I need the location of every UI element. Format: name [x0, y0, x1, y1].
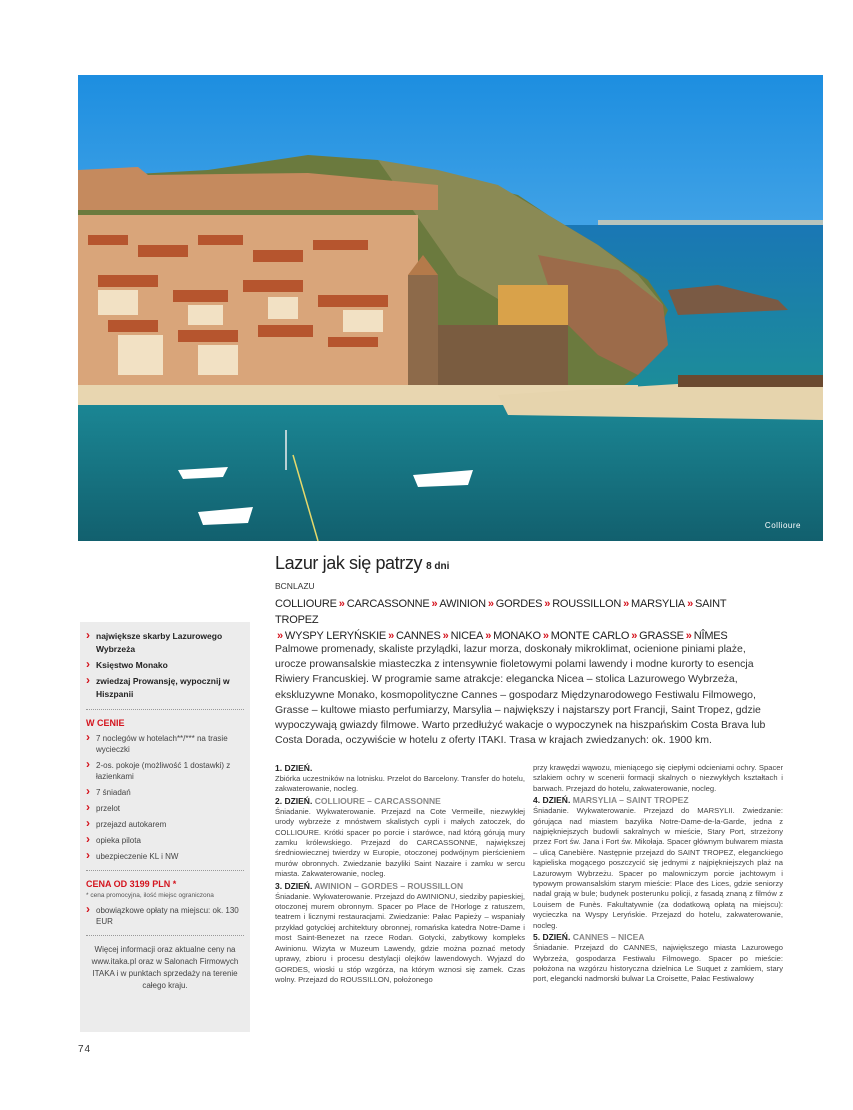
route-stop: NÎMES — [693, 630, 728, 642]
day-2 — [275, 796, 525, 880]
tour-intro: Palmowe promenady, skaliste przylądki, lazur morza, doskonały mikroklimat, ocienione piniami plaże, urocze prowansalskie miasteczka z intensywnie fioletowymi polami lawendy i modne kurorty to esencja Riwiery Francuskiej. W programie same atrakcje: elegancka Nicea – stolica Lazurowego Wybrzeża, ekskluzywne Monako, kosmopolityczne Cannes – gospodarz Międzynarodowego Festiwalu Filmowego, Grasse – kultowe miasto perfumiarzy, Marsylia – największy i najstarszy port Francji, Saint Tropez, gdzie wypoczywają gwiazdy filmowe. Warto przedłużyć wakacje o wypoczynek na hiszpańskim Costa Brava lub Costa Dorada, oczywiście w hotelu z oferty ITAKI. Trasa w krajach zwiedzanych: ok. 1900 km. — [275, 643, 766, 747]
route-separator: » — [431, 598, 438, 610]
highlight-item: › największe skarby Lazurowego Wybrzeża — [86, 630, 244, 656]
day-5 — [533, 932, 783, 985]
day-1-text: Zbiórka uczestników na lotnisku. Przelot do Barcelony. Transfer do hotelu, zakwaterowanie, nocleg. — [275, 774, 525, 794]
included-item: › przejazd autokarem — [86, 819, 244, 830]
route-stop: COLLIOURE — [275, 598, 337, 610]
tour-title-row — [275, 553, 449, 574]
program-column-1 — [275, 763, 525, 986]
route-separator: » — [277, 630, 283, 642]
day-3-destinations: AWINION – GORDES – ROUSSILLON — [314, 880, 464, 891]
route-separator: » — [388, 630, 394, 642]
more-info-text: Więcej informacji oraz aktualne ceny na www.itaka.pl oraz w Salonach Firmowych ITAKA i w punktach sprzedaży na terenie całego kraju. — [91, 945, 239, 990]
day-3-continued — [533, 763, 783, 794]
program-column-2 — [533, 763, 783, 986]
route-separator: » — [442, 630, 449, 642]
route-stop: GRASSE — [639, 630, 684, 642]
divider — [86, 935, 244, 936]
route-separator: » — [685, 630, 692, 642]
included-item: › 7 noclegów w hotelach**/*** na trasie wycieczki — [86, 733, 244, 755]
day-3-text: Śniadanie. Wykwaterowanie. Przejazd do AWINIONU, siedziby papieskiej, otoczonej murem obronnym. Spacer po Place de l'Horloge z ratuszem, teatrem i licznymi restauracjami. Zwiedzanie: Pałac Papieży – wspaniały przykład gotyckiej architektury obronnej, romańska katedra Notre-Dame i most Saint-Benezet na rzece Rodan. Gotycki, zabytkowy kompleks Awinionu. Wizyta w Muzeum Lawendy, gdzie można poznać metody uprawy, zbioru i procesu destylacji olejków lawendowych. Wyjazd do GORDES, wioski u stóp wzgórza, na którym wznosi się zamek. Czas wolny. Przejazd do ROUSSILLON, położonego — [275, 891, 525, 984]
route-separator: » — [623, 598, 630, 610]
included-item: › 7 śniadań — [86, 787, 244, 798]
day-3-heading: 3. DZIEŃ. — [275, 880, 313, 891]
day-3-text-continued: przy krawędzi wąwozu, mieniącego się ciepłymi odcieniami ochry. Spacer szlakiem ochry w scenerii formacji skalnych o niezwykłych kształtach i barwach. Przejazd do hotelu, zakwaterowanie, nocleg. — [533, 763, 783, 793]
route-stop: WYSPY LERYŃSKIE — [284, 630, 387, 642]
tour-title: Lazur jak się patrzy — [275, 553, 423, 573]
route-separator: » — [487, 598, 494, 610]
highlights-list — [86, 630, 244, 701]
route-stop: CARCASSONNE — [346, 598, 430, 610]
tour-code: BCNLAZU — [275, 581, 315, 591]
day-2-text: Śniadanie. Wykwaterowanie. Przejazd na Cote Vermeille, niezwykłej urody wybrzeże z mnóstwem skalistych cypli i małych zatoczek, do COLLIOURE. Krótki spacer po porcie i starówce, nad którą górują mury zamku królewskiego. Przejazd do CARCASSONNE, największej średniowiecznej twierdzy w Europie, otoczonej podwójnym pierścieniem murów obronnych. Zwiedzanie bazyliki Saint Nazaire i zamku w sercu miasta. Zakwaterowanie, nocleg. — [275, 806, 525, 879]
route-stop: GORDES — [495, 598, 543, 610]
extra-costs-item: › obowiązkowe opłaty na miejscu: ok. 130 EUR — [86, 905, 244, 927]
day-5-destinations: CANNES – NICEA — [572, 932, 645, 943]
day-2-heading: 2. DZIEŃ. — [275, 795, 313, 806]
route-stop: MONTE CARLO — [550, 630, 630, 642]
day-1 — [275, 763, 525, 795]
route-separator: » — [338, 598, 345, 610]
route-stop: MONAKO — [493, 630, 541, 642]
extra-costs-list — [86, 905, 244, 927]
route-stop: ROUSSILLON — [552, 598, 622, 610]
divider — [86, 709, 244, 710]
included-item: › przelot — [86, 803, 244, 814]
route-separator: » — [485, 630, 492, 642]
price-note: * cena promocyjna, ilość miejsc ograniczona — [86, 892, 214, 899]
route-stop: NICEA — [450, 630, 484, 642]
day-1-heading: 1. DZIEŃ. — [275, 763, 313, 773]
route-separator: » — [631, 630, 638, 642]
route-separator: » — [542, 630, 549, 642]
day-5-text: Śniadanie. Przejazd do CANNES, największego miasta Lazurowego Wybrzeża, gospodarza Festiwalu Filmowego. Spacer po mieście: położona na wzgórzu historyczna dzielnica Le Suquet z zamkiem, stary port, elegancki nadmorski bulwar La Croisette, Pałac Festiwalowy — [533, 943, 783, 984]
route-stop: CANNES — [395, 630, 441, 642]
day-3 — [275, 881, 525, 986]
route-separator: » — [687, 598, 693, 610]
included-item: › ubezpieczenie KL i NW — [86, 851, 244, 862]
route-stop: MARSYLIA — [631, 598, 686, 610]
highlight-item: › Księstwo Monako — [86, 659, 244, 672]
included-item: › 2-os. pokoje (możliwość 1 dostawki) z łazienkami — [86, 760, 244, 782]
day-4 — [533, 795, 783, 931]
day-4-heading: 4. DZIEŃ. — [533, 795, 571, 806]
day-4-text: Śniadanie. Wykwaterowanie. Przejazd do MARSYLII. Zwiedzanie: górująca nad miastem bazylika Notre-Dame-de-la-Garde, jedna z najpiękniejszych budowli sakralnych w mieście, Stary Port, strzeżony przez Fort św. Jana i Fort św. Mikołaja. Spacer głównym bulwarem miasta – ulicą Canebière. Następnie przejazd do SAINT TROPEZ, eleganckiego kąpieliska mogącego poszczycić się jednymi z najpiękniejszych plaż na Lazurowym Wybrzeżu. Spacer po malowniczym porcie jachtowym i typowym prowansalskim starym mieście: Place des Lices, gdzie seniorzy nadal grają w bule; budynek posterunku policji, z fasadą znaną z filmów z Louisem de Funès. Fakultatywnie (za dodatkową opłatą na miejscu): wycieczka na Wyspy Leryńskie. Przejazd do hotelu, zakwaterowanie, nocleg. — [533, 806, 783, 930]
highlight-item: › zwiedzaj Prowansję, wypocznij w Hiszpanii — [86, 675, 244, 701]
route-separator: » — [544, 598, 551, 610]
collioure-landscape-image — [78, 75, 823, 541]
tour-duration: 8 dni — [426, 561, 450, 572]
page-number: 74 — [78, 1044, 92, 1055]
price-label: CENA OD 3199 PLN * — [86, 879, 177, 889]
sidebar-panel — [80, 622, 250, 1032]
included-list — [86, 733, 244, 862]
route-line-1 — [275, 596, 745, 628]
route-stop: SAINT TROPEZ — [275, 598, 727, 626]
tour-route — [275, 596, 745, 644]
photo-caption: Collioure — [764, 521, 801, 530]
day-2-destinations: COLLIOURE – CARCASSONNE — [314, 795, 441, 806]
included-item: › opieka pilota — [86, 835, 244, 846]
route-stop: AWINION — [439, 598, 486, 610]
day-5-heading: 5. DZIEŃ. — [533, 932, 571, 943]
day-4-destinations: MARSYLIA – SAINT TROPEZ — [572, 795, 689, 806]
divider — [86, 870, 244, 871]
price-includes-heading: W CENIE — [86, 718, 125, 728]
hero-photo — [78, 75, 823, 541]
